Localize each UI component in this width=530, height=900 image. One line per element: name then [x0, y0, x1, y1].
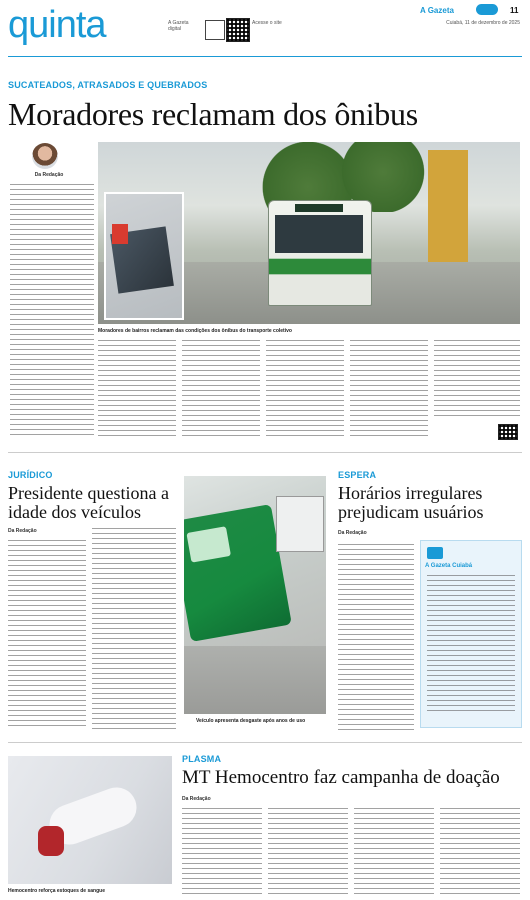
- qr-code-icon[interactable]: [226, 18, 250, 42]
- brand-badge-icon: [476, 4, 498, 15]
- left-story-column-1: [8, 540, 86, 730]
- sidebar-text: [427, 575, 515, 715]
- lead-body-column-4: [266, 340, 344, 438]
- masthead-small-text-1: A Gazeta digital: [168, 20, 189, 32]
- right-story-kicker: ESPERA: [338, 470, 377, 480]
- section-divider: [8, 452, 522, 453]
- right-story-headline[interactable]: Horários irregulares prejudicam usuários: [338, 483, 484, 522]
- bus-shape: [268, 200, 372, 306]
- lead-body-column-1: [10, 184, 94, 438]
- lead-qr-code-icon[interactable]: [498, 424, 518, 440]
- donation-photo: [8, 756, 172, 884]
- inset-photo: [104, 192, 184, 320]
- author-name: Da Redação: [34, 172, 64, 178]
- lead-photo-caption: Moradores de bairros reclamam das condições dos ônibus do transporte coletivo: [98, 328, 292, 334]
- lead-body-column-3: [182, 340, 260, 438]
- lead-kicker: SUCATEADOS, ATRASADOS E QUEBRADOS: [8, 80, 208, 90]
- bus-windshield: [275, 215, 363, 253]
- bus-destination-sign: [295, 204, 343, 212]
- bottom-story-column-2: [268, 808, 348, 894]
- bottom-story-kicker: PLASMA: [182, 754, 222, 764]
- section-title: quinta: [8, 4, 106, 46]
- bottom-story-column-1: [182, 808, 262, 894]
- page-number: 11: [510, 6, 519, 15]
- right-story-column-1: [338, 544, 414, 730]
- inset-red-shape: [112, 224, 128, 244]
- right-story-byline: Da Redação: [338, 530, 367, 536]
- wall-shape: [428, 150, 468, 270]
- bus-logo-shape: [186, 526, 231, 562]
- bus-window-shape: [276, 496, 324, 552]
- section-divider: [8, 742, 522, 743]
- bottom-story-byline: Da Redação: [182, 796, 211, 802]
- left-story-column-2: [92, 528, 176, 730]
- bottom-story-column-4: [440, 808, 520, 894]
- masthead-divider: [8, 56, 522, 57]
- lead-photo: [98, 142, 520, 324]
- lead-body-column-5: [350, 340, 428, 438]
- left-story-byline: Da Redação: [8, 528, 37, 534]
- bus-photo-caption: Veículo apresenta desgaste após anos de uso: [196, 718, 306, 724]
- edition-date: Cuiabá, 11 de dezembro de 2025: [446, 20, 520, 26]
- sidebar-icon: [427, 547, 443, 559]
- left-story-kicker: JURÍDICO: [8, 470, 53, 480]
- sidebar-title: A Gazeta Cuiabá: [425, 563, 473, 569]
- bus-photo: [184, 476, 326, 714]
- sidebar-box: [420, 540, 522, 728]
- brand-logo: A Gazeta: [420, 6, 454, 15]
- bottom-story-headline[interactable]: MT Hemocentro faz campanha de doação: [182, 767, 500, 788]
- lead-body-column-2: [98, 340, 176, 438]
- lead-headline[interactable]: Moradores reclamam dos ônibus: [8, 96, 418, 132]
- floor-shape: [184, 646, 326, 714]
- author-avatar: [32, 143, 58, 169]
- blood-bag-shape: [38, 826, 64, 856]
- device-icon: [205, 20, 225, 40]
- masthead-small-text-2: Acesse o site: [252, 20, 282, 26]
- bottom-story-column-3: [354, 808, 434, 894]
- left-story-headline[interactable]: Presidente questiona a idade dos veículos: [8, 483, 169, 522]
- lead-body-column-6: [434, 340, 520, 416]
- donation-photo-caption: Hemocentro reforça estoques de sangue: [8, 888, 105, 894]
